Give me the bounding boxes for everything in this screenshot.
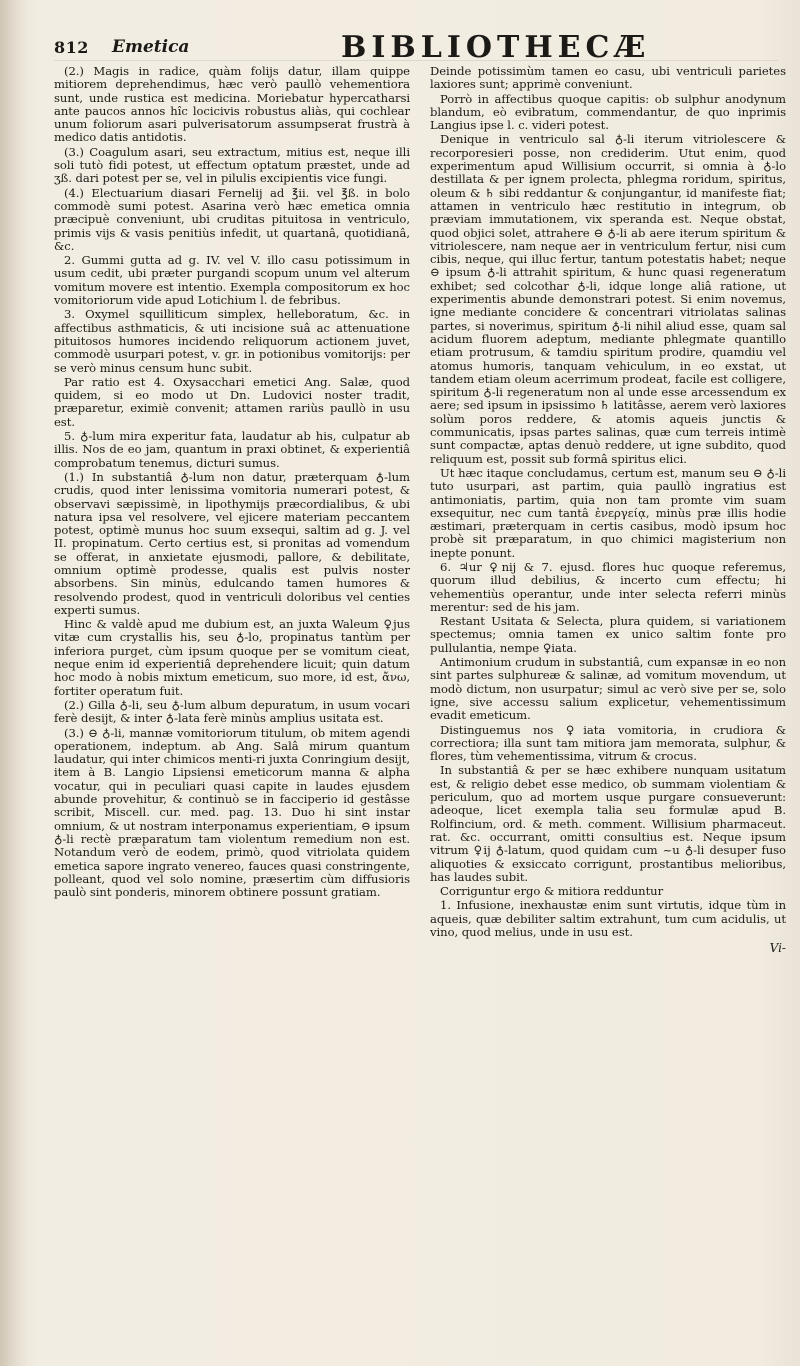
- catchword: Vi-: [769, 941, 786, 956]
- right-paragraph-3: Denique in ventriculo sal ♁-li iterum vitriolescere & recorporesieri posse, non crediderim. Utut enim, quod experimentum apud Willisium occurrit, si omnia à ♁-lo destillata & per ignem proleсta, phlegma roridum, spiritus, oleum & ♄ sibi reddantur & conjungantur, id manifeste fiat; attamen in ventriculo hæc restitutio in integrum, ob præviam immutationem, vix speranda est. Neque obstat, quod objici solet, attrahere ⊖ ♁-li ab aere iterum spiritum & vitriolescere, nam neque aer in ventriculum fertur, nisi cum cibis, neque, qui illuc fertur, tantum potestatis habet; neque ⊖ ipsum ♁-li attrahit spiritum, & hunc quasi regeneratum exhibet; sed colcothar ♁-li, idque longe aliâ ratione, ut experimentis abunde demonstrari potest. Si enim novemus, igne mediante concidere & concentrari vitriolatas salinas partes, si noverimus, spiritum ♁-li nihil aliud esse, quam sal acidum fluorem adeptum, mediante phlegmate quantillo etiam protrusum, & tamdiu spiritum prodire, quamdiu vel atomus humoris, tanquam vehiculum, in eo exstat, ut tandem etiam oleum acerrimum prodeat, facile est colligere, spiritum ♁-li regeneratum non al unde esse arcessendum ex aere; sed ipsum in ipsissimo ♄ latitâsse, aerem verò laxiores solùm poros reddere, & atomis aqueis junctis & communicatis, ipsas partes salinas, quæ cum terreis intimè sunt compactæ, aptas denuò reddere, ut igne subdito, quod reliquum est, possit sub formâ spiritus elici.: [430, 132, 786, 466]
- right-paragraph-2: Porrò in affectibus quoque capitis: ob sulphur anodynum blandum, eò evibratum, commendantur, de quo inprimis Langius ipse l. c. videri potest.: [430, 91, 786, 133]
- left-paragraph-10: (2.) Gilla ♁-li, seu ♁-lum album depuratum, in usum vocari ferè desijt, & inter ♁-lata ferè minùs amplius usitata est.: [54, 697, 410, 726]
- left-paragraph-6: Par ratio est 4. Oxysacchari emetici Ang. Salæ, quod quidem, si eo modo ut Dn. Ludovici noster tradit, præparetur, eximiè convenit; attamen rariùs paullò in usu est.: [54, 374, 410, 429]
- left-paragraph-5: 3. Oxymel squilliticum simplex, helleboratum, &c. in affectibus asthmaticis, & uti incisione suâ ac attenuatione pituitosos humores incidendo reliquorum actionem juvet, commodè usurpari potest, v. gr. in potionibus vomitorijs: per se verò minus censum hunc subit.: [54, 307, 410, 375]
- right-paragraph-8: Distinguemus nos ♀iata vomitoria, in crudiora & correctiora; illa sunt tam mitiora jam memorata, sulphur, & flores, tùm vehementissima, vitrum & crocus.: [430, 722, 786, 764]
- right-paragraph-1: Deinde potissimùm tamen eo casu, ubi ventriculi parietes laxiores sunt; apprimè conveniunt.: [430, 64, 786, 92]
- right-column: [430, 65, 786, 1360]
- page-header: [54, 18, 778, 65]
- right-paragraph-10: Corriguntur ergo & mitiora redduntur: [440, 884, 664, 899]
- left-paragraph-1: (2.) Magis in radice, quàm folijs datur, illam quippe mitiorem deprehendimus, hæc verò paullò vehementiora sunt, unde rustica est medicina. Moriebatur hypercatharsi ante paucos annos hîc locicivis robustus aliàs, qui cochlear unum foliorum asari pulverisatorum assumpserat frustrà à medico datis antidotis.: [54, 64, 410, 145]
- right-paragraph-6: Restant Usitata & Selecta, plura quidem, si variationem spectemus; omnia tamen ex unico saltim fonte pro pullulantia, nempe ♀iata.: [430, 614, 786, 655]
- text-columns: [54, 64, 786, 1360]
- left-paragraph-4: 2. Gummi gutta ad g. IV. vel V. illo casu potissimum in usum cedit, ubi præter purgandi scopum unum vel alterum vomitum movere est intentio. Exempla compositorum ex hoc vomitoriorum vide apud Lotichium l. de febribus.: [54, 253, 410, 308]
- page-title: BIBLIOTHECÆ: [341, 30, 651, 65]
- left-paragraph-3: (4.) Electuarium diasari Fernelij ad ℥ii. vel ℥ß. in bolo commodè sumi potest. Asarina verò hæc emetica omnia præcipuè conveniunt, ubi cruditas pituitosa in ventriculo, primis vijs & vasis penitiùs infedit, ut quartanâ, quotidianâ, &c.: [54, 185, 410, 253]
- right-paragraph-11: 1. Infusione, inexhaustæ enim sunt virtutis, idque tùm in aqueis, quæ debiliter saltim extrahunt, tum cum acidulis, ut vino, quod melius, unde in usu est.: [430, 898, 786, 939]
- right-paragraph-7: Antimonium crudum in substantiâ, cum expansæ in eo non sint partes sulphureæ & salinæ, ad vomitum movendum, ut modò dictum, non usurpatur; simul ac verò sive per se, solo igne, sive accessu salium explicetur, vehementissimum evadit emeticum.: [430, 655, 786, 723]
- left-paragraph-2: (3.) Coagulum asari, seu extractum, mitius est, neque illi soli tutò fidi potest, ut effectum optatum præstet, unde ad ʒß. dari potest per se, vel in pilulis excipientis vice fungi.: [54, 144, 410, 186]
- binding-shadow: [0, 0, 28, 1366]
- left-paragraph-9: Hinc & valdè apud me dubium est, an juxta Waleum ♀jus vitæ cum crystallis his, seu ♁-lo, propinatus tantùm per inferiora purget, cùm ipsum quoque per se vomitum cieat, neque enim id experientiâ deprehendere licuit; quin datum hoc modo à nobis mixtum emeticum, suo more, id est, ἄνω, fortiter operatum fuit.: [54, 617, 410, 698]
- left-paragraph-8: (1.) In substantiâ ♁-lum non datur, præterquam ♁-lum crudis, quod inter lenissima vomitoria numerari potest, & observavi sæpissimè, in lipothymijs præcordialibus, & ubi natura ipsa vel resolvere, vel ejicere materiam peccantem potest, optimè munus hoc suum exsequi, saltim ad g. J. vel II. propinatum. Certo certius est, si pronitas ad vomendum se offerat, in anxietate ejusmodi, pallore, & debilitate, omnium optimè prodesse, qualis est pulvis noster absorbens. Sin minùs, edulcando tamen humores & resolvendo prodest, quod in ventriculi doloribus vel centies experti sumus.: [54, 469, 410, 617]
- right-paragraph-5: 6. ♃ur ♀nij & 7. ejusd. flores huc quoque referemus, quorum illud debilius, & incerto cum effectu; hi vehementiùs operantur, unde inter selecta referri minùs merentur: sed de his jam.: [430, 559, 786, 614]
- page-number: 812: [54, 38, 89, 57]
- left-column: [54, 65, 410, 1360]
- running-head: Emetica: [112, 37, 190, 57]
- left-paragraph-7: 5. ♁-lum mira experitur fata, laudatur ab his, culpatur ab illis. Nos de eo jam, quantum in praxi obtinet, & experientiâ comprobatum tenemus, dicturi sumus.: [54, 429, 410, 470]
- right-paragraph-9: In substantiâ & per se hæc exhibere nunquam usitatum est, & religio debet esse medico, ob summam violentiam & periculum, quo ad mortem usque purgare consueverunt: adeoque, licet exempla talia seu formulæ apud B. Rolfincium, ord. & meth. comment. Willisium pharmaceut. rat. &c. occurrant, omitti consultius est. Neque ipsum vitrum ♀ij ♁-latum, quod quidam cum ~u ♁-li desuper fuso aliquoties & exsiccato corrigunt, prostantibus melioribus, has laudes subit.: [430, 763, 786, 884]
- right-paragraph-4: Ut hæc itaque concludamus, certum est, manum seu ⊖ ♁-li tuto usurpari, ast partim, quia paullò ingratius est antimoniatis, partim, quia non tam promte vim suam exsequitur, nec cum tantâ ἐνεργείᾳ, minùs præ illis hodie æstimari, præterquam in certis casibus, modò ipsum hoc probè sit præparatum, in quo chimici magisterium non inepte ponunt.: [430, 465, 786, 560]
- left-paragraph-11: (3.) ⊖ ♁-li, mannæ vomitoriorum titulum, ob mitem agendi operationem, indeptum. ab Ang. Salâ mirum quantum laudatur, qui inter chimicos menti-ri juxta Conringium desijt, item à B. Langio Lipsiensi emeticorum manna & alpha vocatur, qui in peculiari quasi capite in laudes ejusdem abunde provehitur, & continuò se in facciperio id gestâsse scribit, Miscell. cur. med. pag. 13. Duo hi sint instar omnium, & ut nostram interponamus experientiam, ⊖ ipsum ♁-li rectè præparatum tam violentum remedium non est. Notandum verò de eodem, primò, quod vitriolata quidem emetica sapore ingrato venereo, fauces quasi constringente, polleant, quod vel solo nomine, præsertim cùm diffusioris paulò sint ponderis, minorem obtinere possunt gratiam.: [54, 725, 410, 900]
